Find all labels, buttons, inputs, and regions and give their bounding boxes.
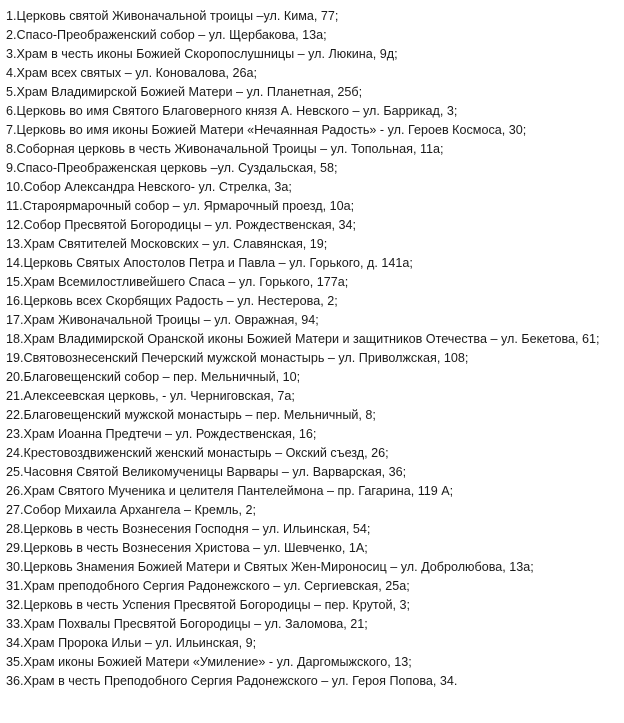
list-item: 4.Храм всех святых – ул. Коновалова, 26а;: [6, 66, 257, 80]
list-item: 11.Староярмарочный собор – ул. Ярмарочный проезд, 10а;: [6, 199, 355, 213]
list-item: 10.Собор Александра Невского- ул. Стрелка, 3а;: [6, 180, 292, 194]
list-item: 29.Церковь в честь Вознесения Христова – ул. Шевченко, 1А;: [6, 541, 368, 555]
list-item: 1.Церковь святой Живоначальной троицы –ул. Кима, 77;: [6, 9, 339, 23]
list-item: 30.Церковь Знамения Божией Матери и Святых Жен-Мироносиц – ул. Добролюбова, 13а;: [6, 560, 534, 574]
list-item: 9.Спасо-Преображенская церковь –ул. Суздальская, 58;: [6, 161, 338, 175]
list-item: 24.Крестовоздвиженский женский монастырь – Окский съезд, 26;: [6, 446, 389, 460]
list-item: 19.Святовознесенский Печерский мужской монастырь – ул. Приволжская, 108;: [6, 351, 469, 365]
list-item: 12.Собор Пресвятой Богородицы – ул. Рождественская, 34;: [6, 218, 357, 232]
list-item: 28.Церковь в честь Вознесения Господня – ул. Ильинская, 54;: [6, 522, 371, 536]
list-item: 17.Храм Живоначальной Троицы – ул. Овражная, 94;: [6, 313, 319, 327]
list-item: 32.Церковь в честь Успения Пресвятой Богородицы – пер. Крутой, 3;: [6, 598, 411, 612]
list-item: 14.Церковь Святых Апостолов Петра и Павла – ул. Горького, д. 141а;: [6, 256, 413, 270]
list-item: 3.Храм в честь иконы Божией Скоропослушницы – ул. Люкина, 9д;: [6, 47, 398, 61]
church-list: [6, 7, 622, 691]
list-item: 35.Храм иконы Божией Матери «Умиление» - ул. Даргомыжского, 13;: [6, 655, 412, 669]
list-item: 36.Храм в честь Преподобного Сергия Радонежского – ул. Героя Попова, 34.: [6, 674, 458, 688]
list-item: 18.Храм Владимирской Оранской иконы Божией Матери и защитников Отечества – ул. Бекетова, 61;: [6, 332, 600, 346]
list-item: 15.Храм Всемилостливейшего Спаса – ул. Горького, 177а;: [6, 275, 349, 289]
list-item: 22.Благовещенский мужской монастырь – пер. Мельничный, 8;: [6, 408, 376, 422]
list-item: 7.Церковь во имя иконы Божией Матери «Нечаянная Радость» - ул. Героев Космоса, 30;: [6, 123, 527, 137]
list-item: 13.Храм Святителей Московских – ул. Славянская, 19;: [6, 237, 328, 251]
list-item: 6.Церковь во имя Святого Благоверного князя А. Невского – ул. Баррикад, 3;: [6, 104, 458, 118]
list-item: 8.Соборная церковь в честь Живоначальной Троицы – ул. Топольная, 11а;: [6, 142, 444, 156]
list-item: 27.Собор Михаила Архангела – Кремль, 2;: [6, 503, 256, 517]
list-item: 20.Благовещенский собор – пер. Мельничный, 10;: [6, 370, 301, 384]
list-item: 2.Спасо-Преображенский собор – ул. Щербакова, 13а;: [6, 28, 327, 42]
list-item: 16.Церковь всех Скорбящих Радость – ул. Нестерова, 2;: [6, 294, 338, 308]
list-item: 26.Храм Святого Мученика и целителя Пантелеймона – пр. Гагарина, 119 А;: [6, 484, 454, 498]
list-item: 33.Храм Похвалы Пресвятой Богородицы – ул. Заломова, 21;: [6, 617, 368, 631]
list-item: 34.Храм Пророка Ильи – ул. Ильинская, 9;: [6, 636, 257, 650]
list-item: 25.Часовня Святой Великомученицы Варвары – ул. Варварская, 36;: [6, 465, 407, 479]
list-item: 31.Храм преподобного Сергия Радонежского – ул. Сергиевская, 25а;: [6, 579, 410, 593]
list-item: 23.Храм Иоанна Предтечи – ул. Рождественская, 16;: [6, 427, 317, 441]
list-item: 21.Алексеевская церковь, - ул. Черниговская, 7а;: [6, 389, 295, 403]
list-item: 5.Храм Владимирской Божией Матери – ул. Планетная, 25б;: [6, 85, 363, 99]
